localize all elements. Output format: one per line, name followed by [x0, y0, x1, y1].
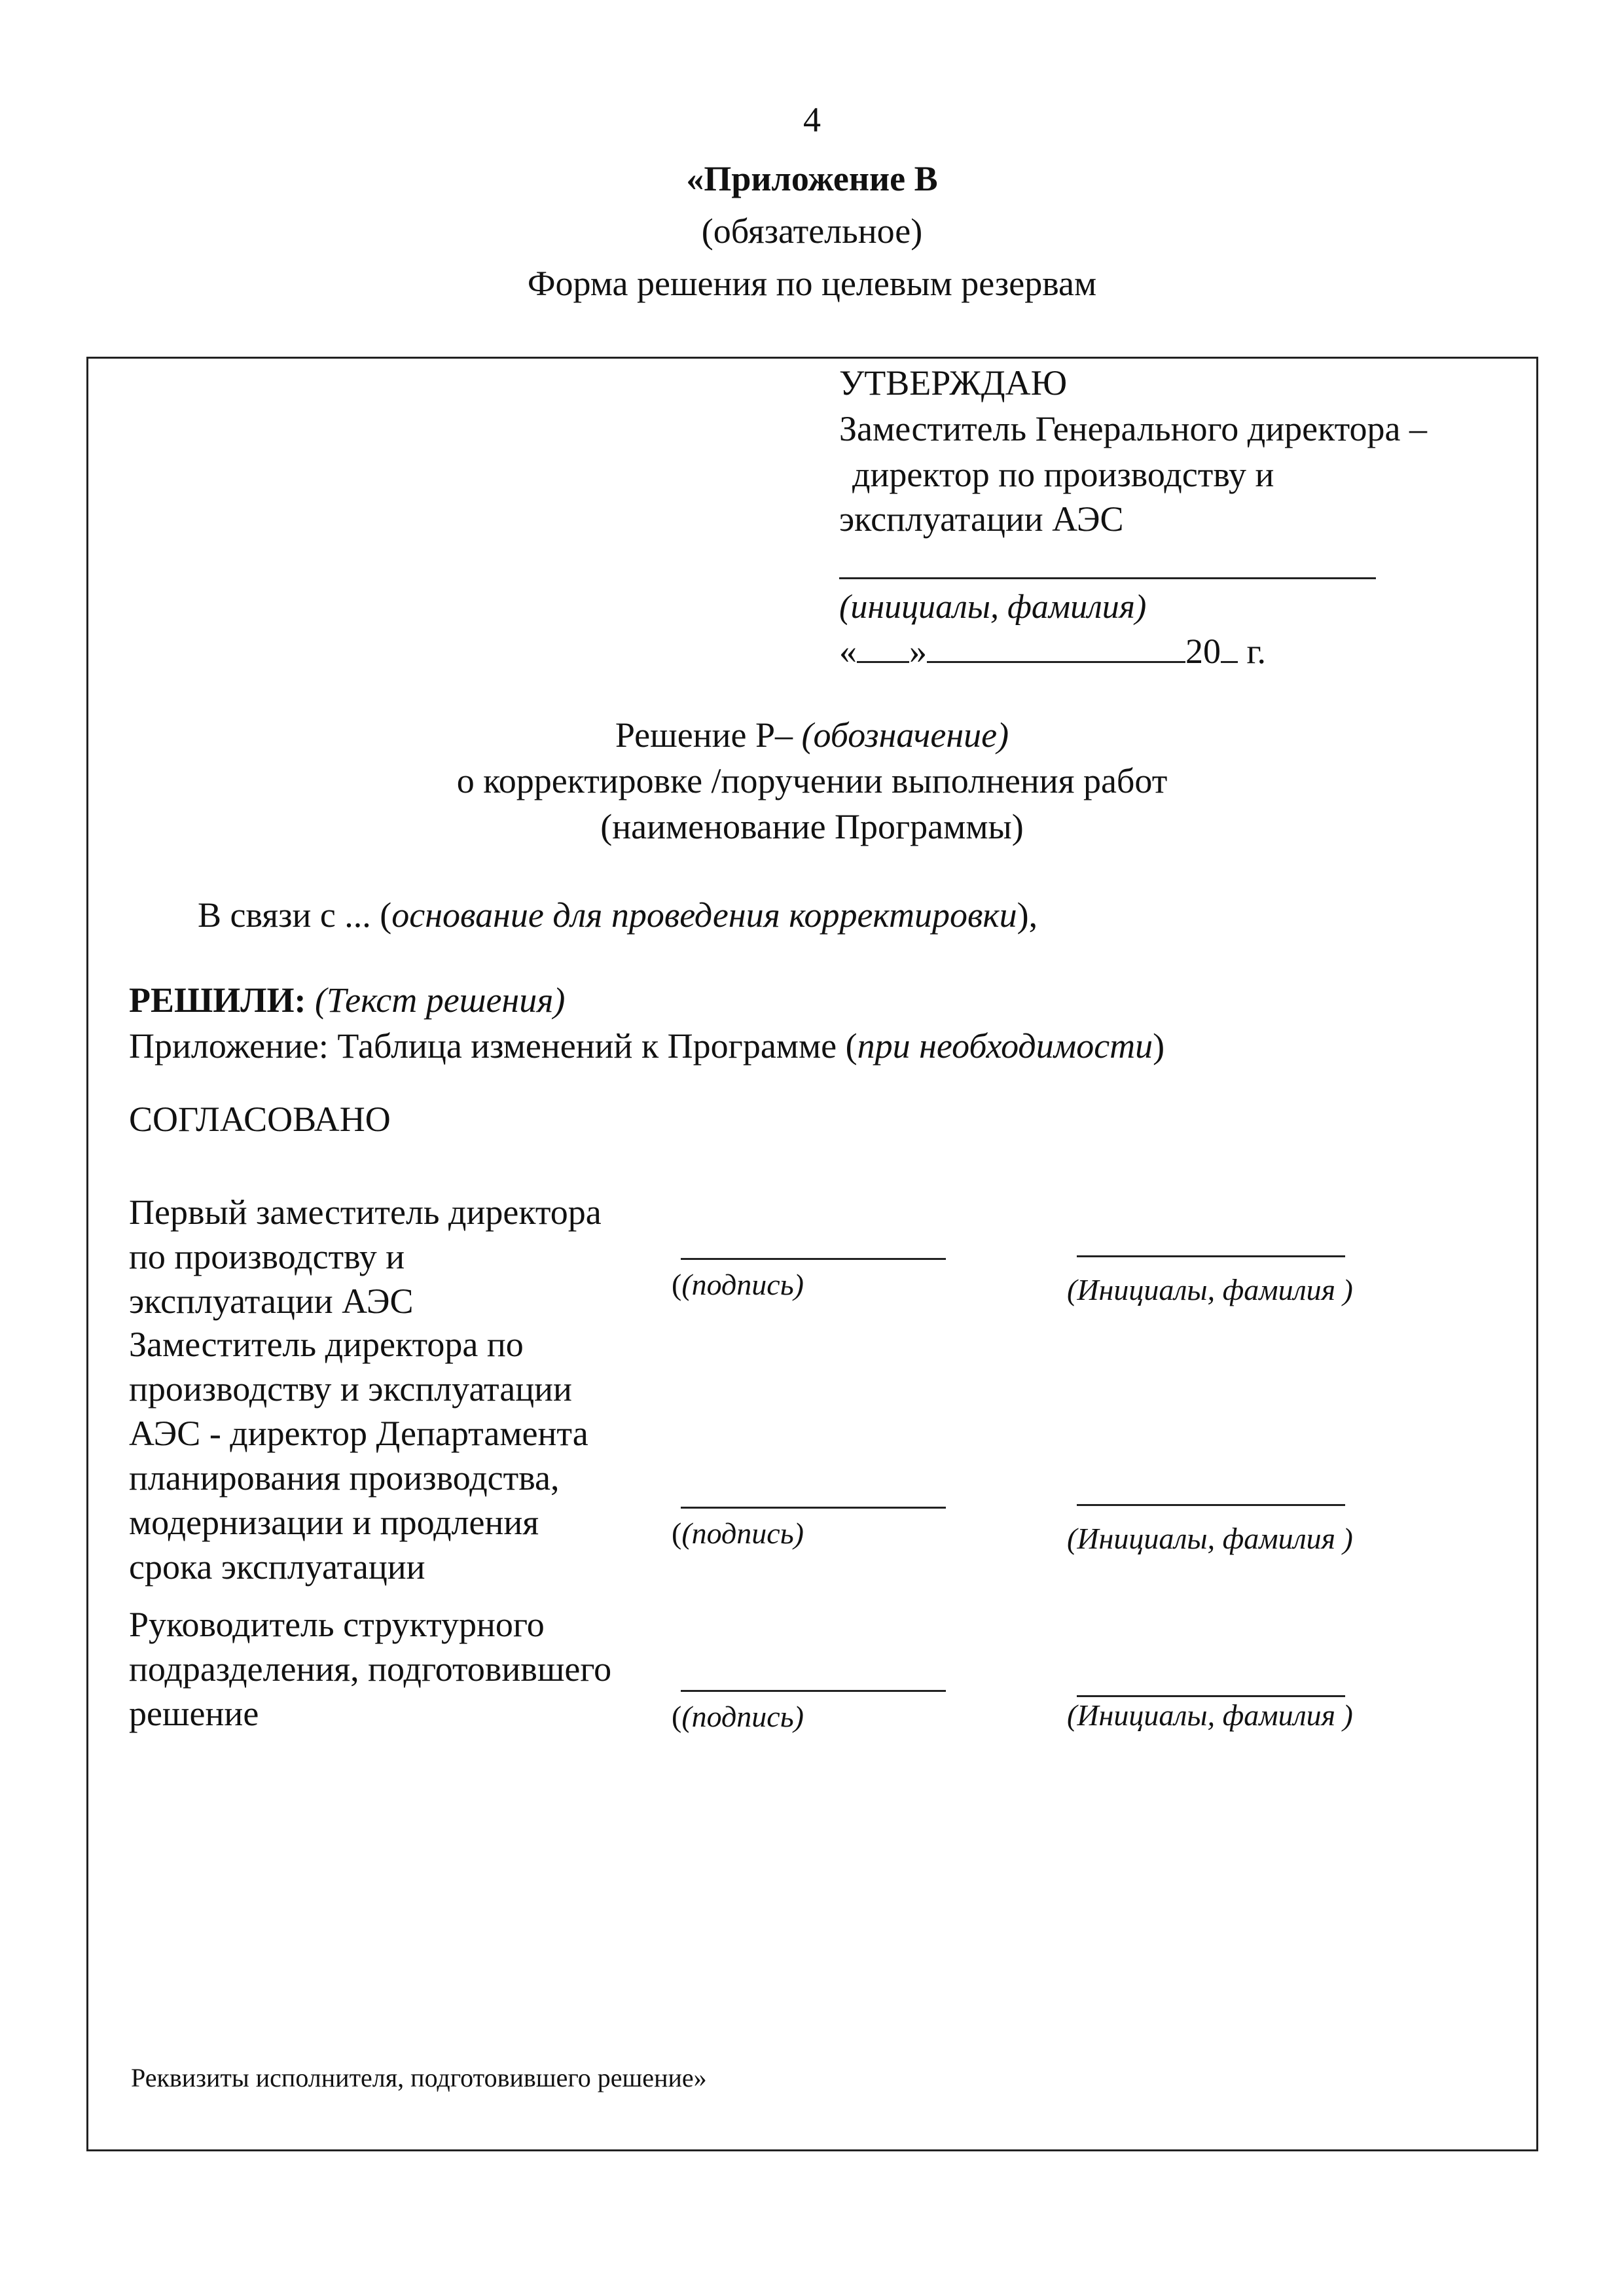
- signer-3-name-caption: (Инициалы, фамилия ): [1067, 1698, 1353, 1732]
- signer-3-position: Руководитель структурного подразделения, подготовившего решение: [129, 1605, 612, 1733]
- agreed-label: СОГЛАСОВАНО: [129, 1100, 391, 1139]
- approve-label: УТВЕРЖДАЮ: [839, 363, 1068, 403]
- attachment-line: Приложение: Таблица изменений к Программе (при необходимости): [129, 1026, 1165, 1066]
- date-year-blank: [1221, 660, 1238, 663]
- decision-program-name: (наименование Программы): [600, 807, 1024, 846]
- resolved-text: (Текст решения): [315, 980, 566, 1020]
- signer-3-signature-line: [681, 1690, 946, 1692]
- signer-1-name-line: [1077, 1255, 1345, 1257]
- signer-1-signature-line: [681, 1258, 946, 1260]
- appendix-caption: Форма решения по целевым резервам: [527, 264, 1097, 303]
- signer-2-signature-line: [681, 1507, 946, 1509]
- attachment-italic: при необходимости: [857, 1026, 1153, 1066]
- decision-prefix: Решение Р–: [615, 715, 793, 755]
- signer-1-name-caption: (Инициалы, фамилия ): [1067, 1273, 1353, 1306]
- date-close-quote: »: [909, 632, 927, 671]
- decision-designation: (обозначение): [801, 715, 1009, 755]
- date-year-suffix: г.: [1246, 632, 1267, 671]
- decision-subject: о корректировке /поручении выполнения работ: [456, 761, 1168, 800]
- signer-1-sign-caption: ((подпись): [672, 1268, 804, 1301]
- date-open-quote: «: [839, 632, 857, 671]
- signer-3-sign-caption: ((подпись): [672, 1700, 804, 1733]
- signer-2-name-line: [1077, 1504, 1345, 1506]
- date-month-blank: [927, 660, 1185, 663]
- approve-position-line3: эксплуатации АЭС: [839, 499, 1124, 539]
- approve-position-line1: Заместитель Генерального директора –: [839, 409, 1427, 448]
- date-day-blank: [857, 660, 909, 663]
- basis-text: В связи с ... (основание для проведения корректировки),: [198, 895, 1038, 935]
- approve-initials-caption: (инициалы, фамилия): [839, 588, 1147, 626]
- signer-1-position: Первый заместитель директора по производству и эксплуатации АЭС: [129, 1193, 602, 1321]
- signer-2-sign-caption: ((подпись): [672, 1516, 804, 1550]
- resolved-label: РЕШИЛИ:: [129, 980, 306, 1020]
- page-number: 4: [803, 100, 821, 139]
- approve-date: [839, 630, 1266, 673]
- executor-details: Реквизиты исполнителя, подготовившего решение»: [131, 2063, 707, 2092]
- basis-italic: основание для проведения корректировки: [391, 895, 1017, 935]
- signer-2-position: Заместитель директора по производству и эксплуатации АЭС - директор Департамента планирования производства, модернизации и продления срока эксплуатации: [129, 1325, 588, 1587]
- appendix-subtitle: (обязательное): [701, 211, 923, 251]
- resolved-line: [129, 978, 565, 1022]
- approve-signature-line: [839, 577, 1376, 579]
- appendix-title: «Приложение В: [686, 159, 938, 198]
- approve-position-line2: директор по производству и: [852, 455, 1274, 494]
- signer-2-name-caption: (Инициалы, фамилия ): [1067, 1522, 1353, 1555]
- decision-title: [0, 713, 1624, 757]
- date-year-prefix: 20: [1185, 632, 1221, 671]
